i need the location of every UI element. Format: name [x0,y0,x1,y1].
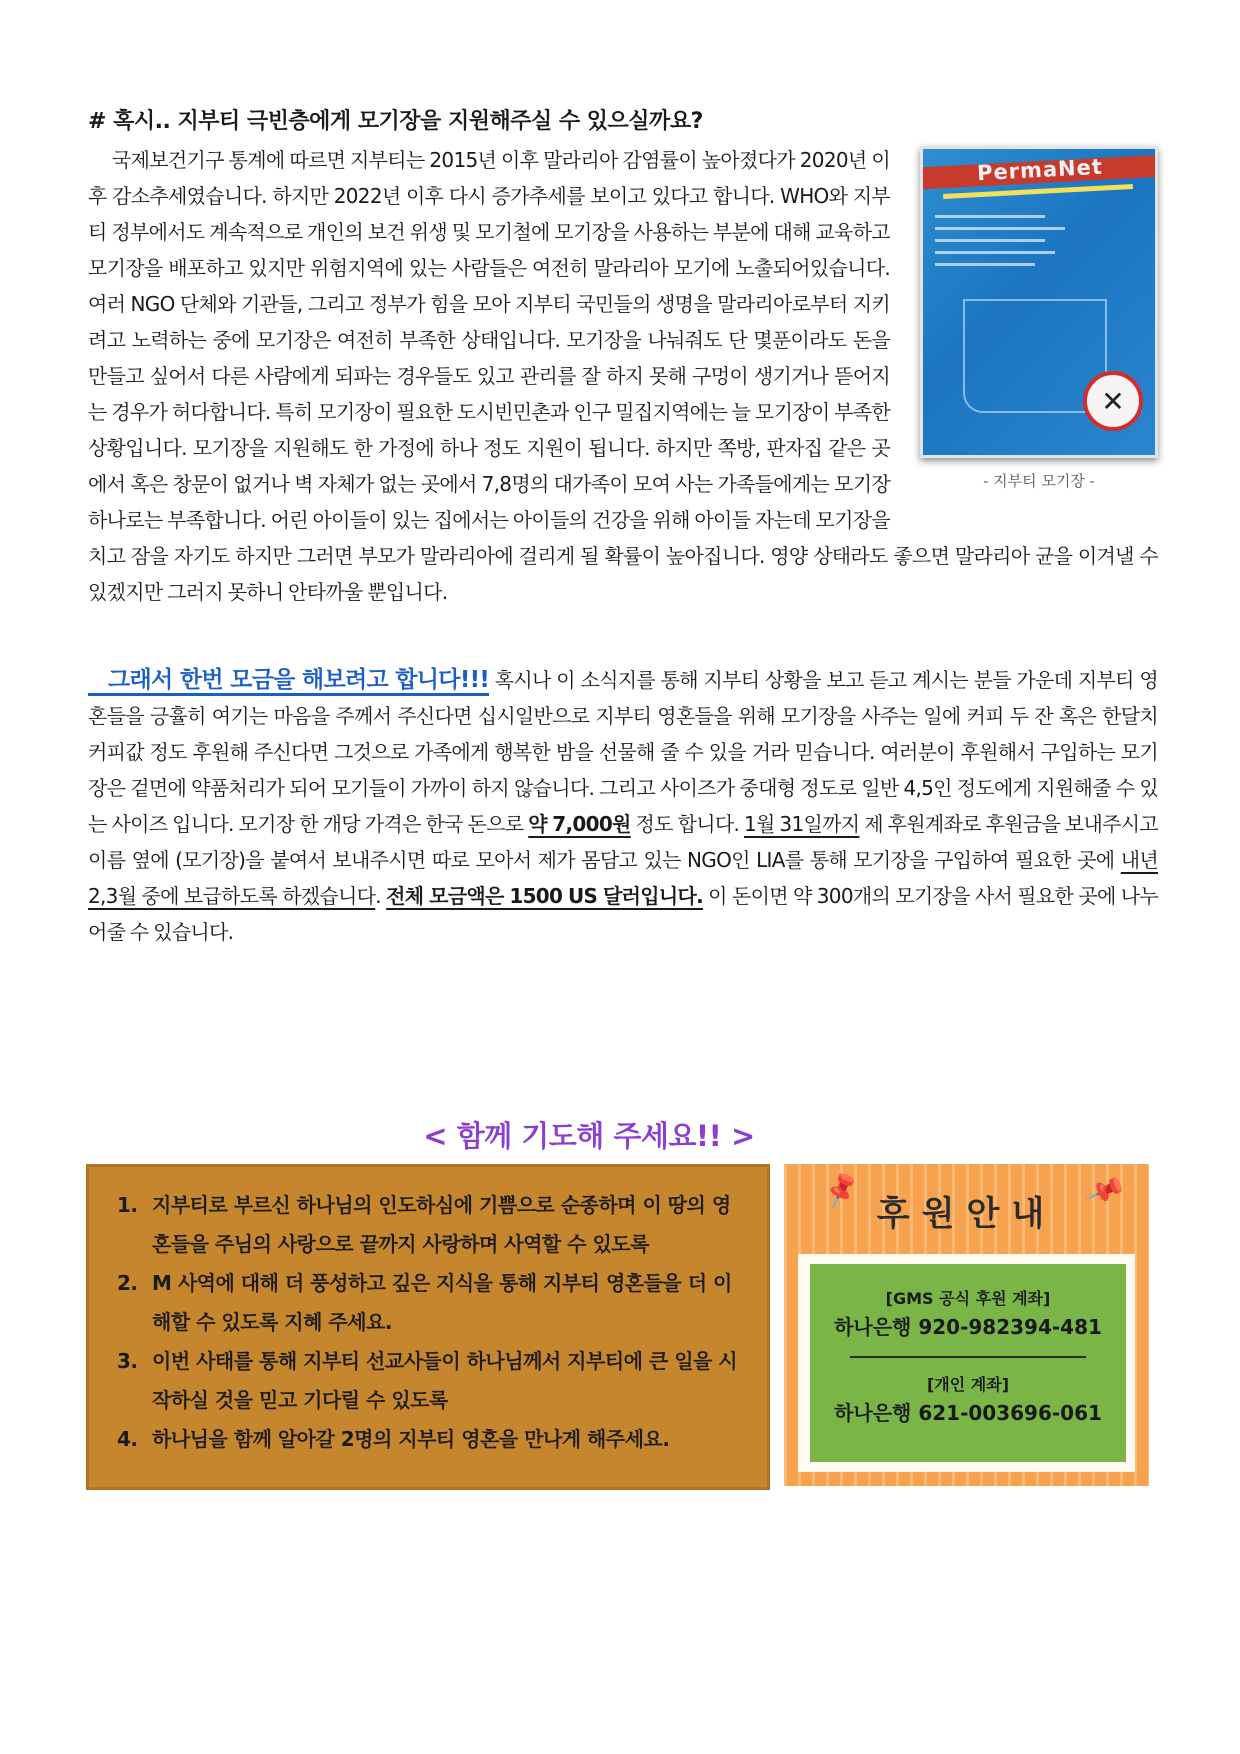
deadline-highlight: 1월 31일까지 [743,812,860,836]
goal-highlight: 전체 모금액은 1500 US 달러입니다. [386,884,704,908]
fundraising-text: 제 후원계좌로 후원금을 보내주시고 이름 옆에 (모기장)을 붙여서 보내주시면 따로 모아서 제가 몸담고 있는 NGO인 LIA를 통해 모기장을 구입하여 필요한 곳에 [88,812,1159,872]
intro-section [88,142,1158,610]
prayer-item: 2. M 사역에 대해 더 풍성하고 깊은 지식을 통해 지부티 영혼들을 더 이해할 수 있도록 지혜 주세요. [144,1264,746,1342]
prayer-item: 3. 이번 사태를 통해 지부티 선교사들이 하나님께서 지부티에 큰 일을 시작하실 것을 믿고 기다릴 수 있도록 [144,1342,746,1420]
fundraising-text: 정도 합니다. [630,812,744,836]
account1-label: [GMS 공식 후원 계좌] [885,1289,1051,1308]
mosquito-net-photo [920,146,1158,458]
pushpin-icon: 📌 [819,1169,864,1212]
brand-logo: PermaNet [976,154,1104,186]
photo-figure [908,142,1158,522]
no-mosquito-icon: ✕ [1083,371,1143,431]
pushpin-icon: 📌 [1083,1169,1128,1212]
prayer-item: 1. 지부티로 부르신 하나님의 인도하심에 기쁨으로 순종하며 이 땅의 영혼들을 주님의 사랑으로 끝까지 사랑하며 사역할 수 있도록 [144,1186,746,1264]
schedule-highlight: 내년 2,3월 중에 보급하도록 하겠습니다 [88,848,1158,908]
package-text-line [935,215,1045,218]
price-highlight: 약 7,000원 [528,812,631,836]
package-text-line [935,251,1055,254]
fundraising-text: 혹시나 이 소식지를 통해 지부티 상황을 보고 듣고 계시는 분들 가운데 지부티 영혼들을 긍휼히 여기는 마음을 주께서 주신다면 십시일반으로 지부티 영혼들을 위해 모기장을 사주는 일에 커피 두 잔 혹은 한달치 커피값 정도 후원해 주신다면 그것으로 가족에게 행복한 밤을 선물해 줄 수 있을 거라 믿습니다. 여러분이 후원해서 구입하는 모기장은 겉면에 약품처리가 되어 모기들이 가까이 하지 않습니다. 그리고 사이즈가 중대형 정도로 일반 4,5인 정도에게 지원해줄 수 있는 사이즈 입니다. 모기장 한 개당 가격은 한국 돈으로 [88,668,1158,836]
account2-number: 하나은행 621-003696-061 [834,1401,1102,1425]
package-text-line [935,239,1045,242]
fundraising-section [88,662,1158,950]
support-title: 후원안내 [876,1194,1057,1234]
prayer-list [86,1164,770,1459]
fundraising-text: 이 돈이면 약 300개의 모기장을 사서 필요한 곳에 나누어줄 수 있습니다. [88,884,1158,944]
account2-label: [개인 계좌] [926,1375,1010,1394]
divider [850,1356,1086,1358]
prayer-item: 4. 하나님을 함께 알아갈 2명의 지부티 영혼을 만나게 해주세요. [144,1420,746,1459]
prayer-box [86,1164,770,1490]
account1-number: 하나은행 920-982394-481 [834,1315,1102,1339]
fundraising-text: . [375,884,387,908]
package-text-line [935,227,1065,230]
support-paper [798,1254,1135,1472]
photo-caption: - 지부티 모기장 - [983,472,1095,490]
package-text-line [935,263,1035,266]
section-heading: # 혹시.. 지부티 극빈층에게 모기장을 지원해주실 수 있으실까요? [88,109,703,134]
fundraising-emphasis: 그래서 한번 모금을 해보려고 합니다!!! [88,667,489,696]
intro-paragraph: 국제보건기구 통계에 따르면 지부티는 2015년 이후 말라리아 감염률이 높아졌다가 2020년 이후 감소추세였습니다. 하지만 2022년 이후 다시 증가추세를 보이고 있다고 합니다. WHO와 지부티 정부에서도 계속적으로 개인의 보건 위생 및 모기철에 모기장을 사용하는 부분에 대해 교육하고 모기장을 배포하고 있지만 위험지역에 있는 사람들은 여전히 말라리아 모기에 노출되어있습니다. 여러 NGO 단체와 기관들, 그리고 정부가 힘을 모아 지부티 국민들의 생명을 말라리아로부터 지키려고 노력하는 중에 모기장은 여전히 부족한 상태입니다. 모기장을 나눠줘도 단 몇푼이라도 돈을 만들고 싶어서 다른 사람에게 되파는 경우들도 있고 관리를 잘 하지 못해 구멍이 생기거나 뜯어지는 경우가 허다합니다. 특히 모기장이 필요한 도시빈민촌과 인구 밀집지역에는 늘 모기장이 부족한 상황입니다. 모기장을 지원해도 한 가정에 하나 정도 지원이 됩니다. 하지만 쪽방, 판자집 같은 곳에서 혹은 창문이 없거나 벽 자체가 없는 곳에서 7,8명의 대가족이 모여 사는 가족들에게는 모기장 하나로는 부족합니다. 어린 아이들이 있는 집에서는 아이들의 건강을 위해 아이들 자는데 모기장을 치고 잠을 자기도 하지만 그러면 부모가 말라리아에 걸리게 될 확률이 높아집니다. 영양 상태라도 좋으면 말라리아 균을 이겨낼 수 있겠지만 그러지 못하니 안타까울 뿐입니다. [88,148,1158,604]
prayer-title: < 함께 기도해 주세요!! > [423,1119,755,1153]
account-card [810,1264,1126,1462]
fundraising-paragraph [88,662,1158,950]
support-info-board [784,1164,1149,1486]
